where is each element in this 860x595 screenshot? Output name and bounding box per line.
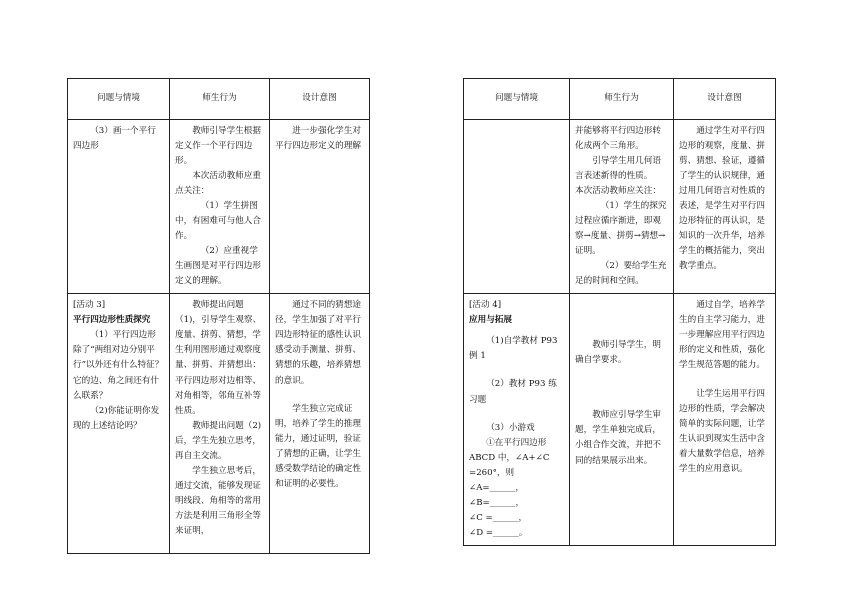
header-intent: 设计意图: [674, 79, 776, 120]
action-text: 并能够将平行四边形转化成两个三角形。: [575, 126, 661, 152]
right-header-row: [464, 79, 776, 120]
action-text: 学生独立思考后，通过交流，能够发现证明线段、角相等的常用方法是利用三角形全等来证明，: [175, 465, 261, 536]
header-question: 问题与情境: [68, 79, 170, 120]
intent-cell: [270, 120, 370, 294]
action-text: （1）学生的探究过程应循序渐进，即观察→度量、拼剪→猜想→证明。: [575, 201, 667, 257]
activity-title: 应用与拓展: [469, 315, 512, 326]
intent-text: 通过自学，培养学生的自主学习能力，进一步理解应用平行四边形的定义和性质，强化学生规范答题的能力。: [679, 300, 765, 371]
question-item: （1)自学教材 P93 例 1: [469, 336, 558, 362]
action-cell: [170, 294, 270, 554]
action-text: 本次活动教师应关注：: [575, 186, 661, 197]
intent-text: 通过学生对平行四边形的观察，度量、拼剪、猜想、验证，遵循了学生的认识规律，通过用几何语言对性质的表述，是学生对平行四边形特征的再认识，是知识的一次升华，培养学生的概括能力，突出教学重点。: [679, 126, 765, 272]
intent-text: 让学生运用平行四边形的性质，学会解决简单的实际问题，让学生认识到现实生活中含着大量数学信息，培养学生的应用意识。: [679, 388, 765, 474]
answer-blank: ∠B=______，: [469, 497, 525, 508]
question-text: （1）平行四边形除了“两组对边分别平行”以外还有什么特征？它的边、角之间还有什么联系？: [73, 330, 164, 401]
action-text: 教师引导学生根据定义作一个平行四边形。: [175, 126, 261, 167]
header-question: 问题与情境: [464, 79, 570, 120]
right-lesson-table: [463, 78, 776, 546]
intent-text: 学生独立完成证明，培养了学生的推理能力，通过证明，验证了猜想的正确，让学生感受数学结论的确定性和证明的必要性。: [275, 403, 361, 489]
action-text: 本次活动教师应重点关注：: [175, 171, 261, 197]
question-item: （2）教材 P93 练习题: [469, 379, 557, 405]
question-text: （3）画一个平行四边形: [73, 126, 156, 152]
action-text: 教师应引导学生审题，学生单独完成后，小组合作交流，并把不同的结果展示出来。: [575, 410, 661, 466]
activity-label: [活动 4]: [469, 300, 502, 311]
action-text: （2）要给学生充足的时间和空间。: [575, 261, 667, 287]
header-action: 师生行为: [570, 79, 674, 120]
intent-cell: [674, 120, 776, 294]
action-text: （2）应重视学生画图是对平行四边形定义的理解。: [175, 246, 261, 287]
question-text: （2)你能证明你发现的上述结论吗？: [73, 405, 160, 431]
answer-blank: ∠D =______。: [469, 527, 528, 538]
intent-cell: [674, 294, 776, 545]
action-cell: [570, 294, 674, 545]
right-row-1: [464, 120, 776, 294]
answer-blank: ∠A=______，: [469, 482, 524, 493]
intent-text: 进一步强化学生对平行四边形定义的理解: [275, 126, 361, 152]
question-cell: [68, 294, 170, 554]
action-cell: [170, 120, 270, 294]
activity-title: 平行四边形性质探究: [73, 315, 151, 326]
action-text: 教师引导学生，明确自学要求。: [575, 340, 661, 366]
activity-label: [活动 3]: [73, 300, 106, 311]
question-cell: [464, 294, 570, 545]
action-text: 引导学生用几何语言表述新得的性质。: [575, 156, 661, 182]
action-cell: [570, 120, 674, 294]
left-lesson-table: [67, 78, 370, 554]
question-cell: [464, 120, 570, 294]
right-row-2: [464, 294, 776, 545]
intent-text: 通过不同的猜想途径，学生加强了对平行四边形特征的感性认识感受动手测量、拼剪、猜想的乐趣，培养猜想的意识。: [275, 300, 361, 386]
question-cell: [68, 120, 170, 294]
action-text: 教师提出问题（1)，引导学生观察、度量、拼剪、猜想，学生利用图形通过观察度量、拼剪、并猜想出：平行四边形对边相等、对角相等，邻角互补等性质。: [175, 300, 262, 416]
intent-cell: [270, 294, 370, 554]
action-text: 教师提出问题（2)后，学生先独立思考，再自主交流。: [175, 420, 262, 461]
left-row-1: [68, 120, 370, 294]
left-row-2: [68, 294, 370, 554]
left-header-row: [68, 79, 370, 120]
answer-blank: ∠C =______，: [469, 512, 528, 523]
question-item: （3）小游戏: [486, 422, 535, 433]
header-action: 师生行为: [170, 79, 270, 120]
header-intent: 设计意图: [270, 79, 370, 120]
action-text: （1）学生拼图中，有困难可与他人合作。: [175, 201, 261, 242]
question-item: ①在平行四边形 ABCD 中，∠A+∠C =260°，则: [469, 437, 550, 478]
